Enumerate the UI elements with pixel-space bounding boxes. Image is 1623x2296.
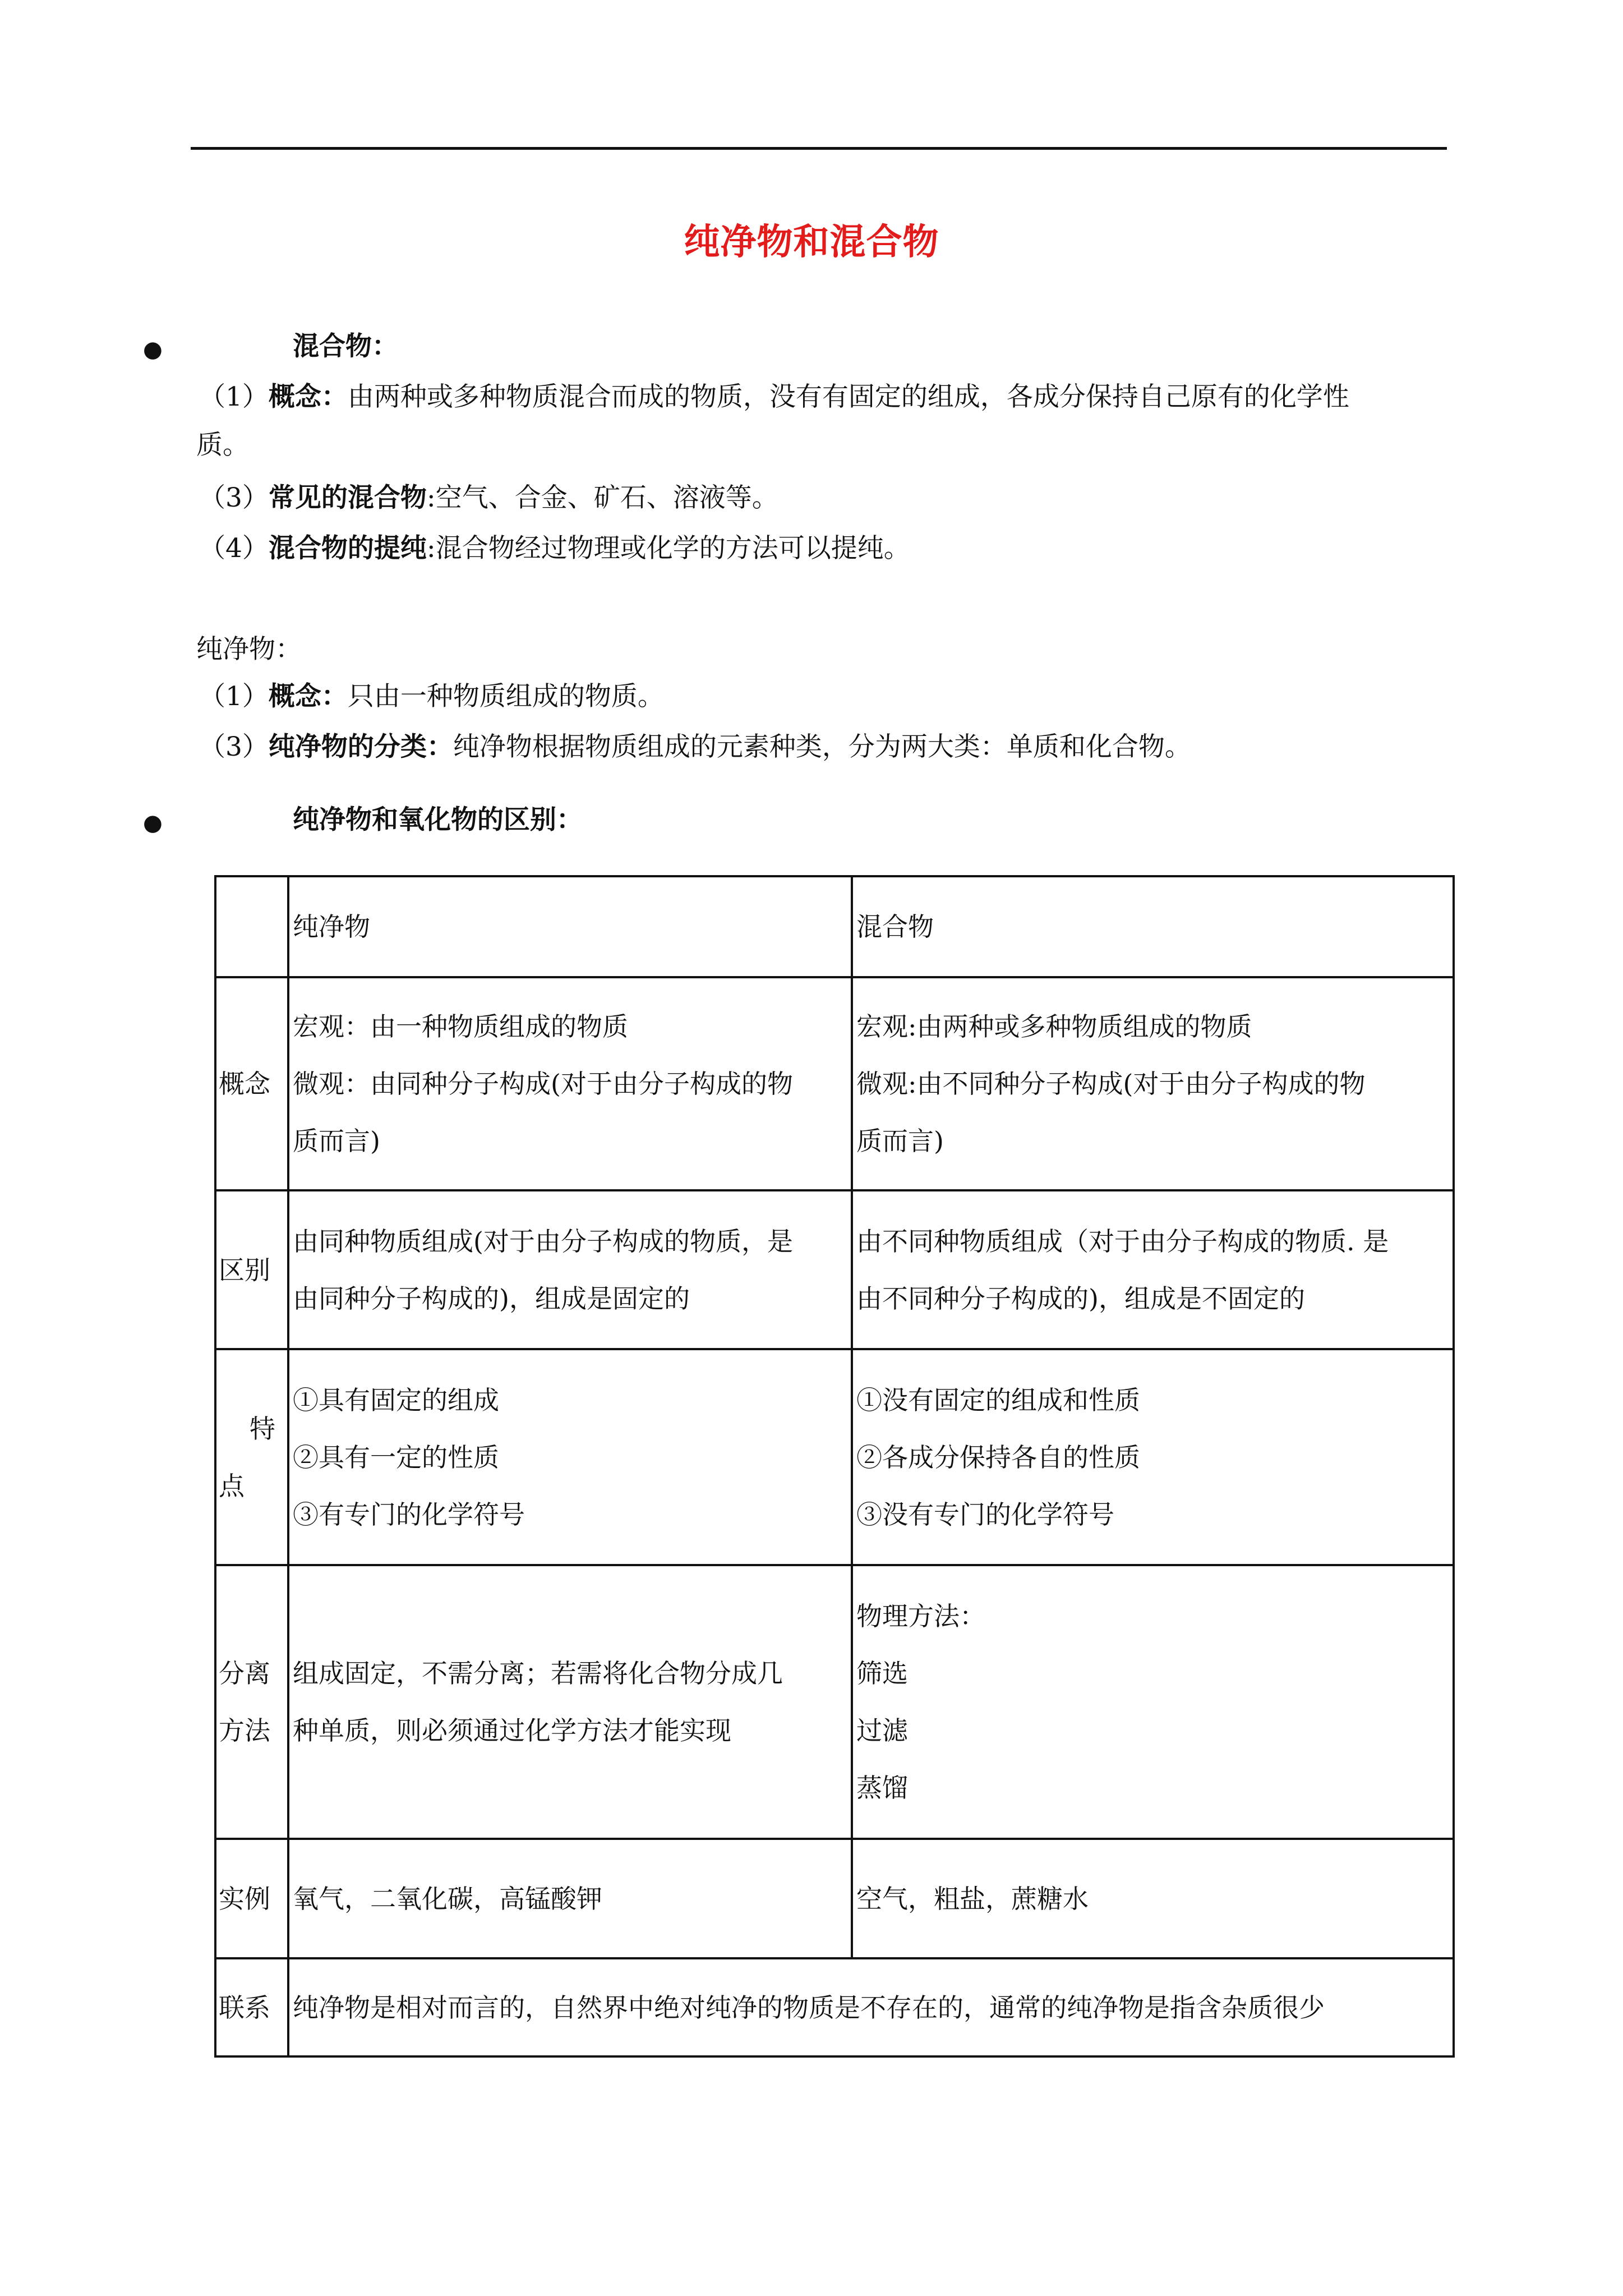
diff-heading: 纯净物和氧化物的区别：: [293, 804, 583, 835]
mixture-line: （1）概念：由两种或多种物质混合而成的物质，没有有固定的组成，各成分保持自己原有的化学性: [199, 381, 1349, 412]
table-row: [215, 1349, 1454, 1565]
table-header-row: [215, 876, 1454, 977]
table-row: [215, 1839, 1454, 1958]
mixture-line: （4）混合物的提纯:混合物经过物理或化学的方法可以提纯。: [199, 533, 910, 564]
row-mix-cell: ①没有固定的组成和性质 ②各成分保持各自的性质 ③没有专门的化学符号: [852, 1349, 1454, 1565]
row-pure-cell: 氧气，二氧化碳，高锰酸钾: [288, 1839, 852, 1958]
row-label: 概念: [215, 977, 288, 1190]
row-pure-cell: 由同种物质组成(对于由分子构成的物质，是 由同种分子构成的)，组成是固定的: [288, 1190, 852, 1349]
pure-heading: 纯净物：: [196, 634, 302, 665]
bullet-icon: ●: [143, 810, 163, 836]
header-rule: [191, 147, 1447, 150]
row-pure-cell: 宏观：由一种物质组成的物质 微观：由同种分子构成(对于由分子构成的物 质而言): [288, 977, 852, 1190]
table-link-row: [215, 1958, 1454, 2056]
page-title: 纯净物和混合物: [684, 221, 939, 263]
table-header-mix: 混合物: [852, 876, 1454, 977]
mixture-line: 质。: [196, 430, 249, 461]
pure-line: （3）纯净物的分类：纯净物根据物质组成的元素种类，分为两大类：单质和化合物。: [199, 731, 1191, 762]
row-label: 联系: [215, 1958, 288, 2056]
comparison-table: [214, 875, 1455, 2058]
row-label: 分离 方法: [215, 1565, 288, 1839]
row-mix-cell: 由不同种物质组成（对于由分子构成的物质. 是 由不同种分子构成的)，组成是不固定的: [852, 1190, 1454, 1349]
table-row: [215, 977, 1454, 1190]
pure-line: （1）概念：只由一种物质组成的物质。: [199, 681, 664, 712]
link-cell: 纯净物是相对而言的，自然界中绝对纯净的物质是不存在的，通常的纯净物是指含杂质很少: [288, 1958, 1454, 2056]
bullet-icon: ●: [143, 337, 163, 362]
row-pure-cell: 组成固定，不需分离；若需将化合物分成几 种单质，则必须通过化学方法才能实现: [288, 1565, 852, 1839]
mixture-heading: 混合物：: [293, 331, 398, 362]
table-row: [215, 1565, 1454, 1839]
row-label: 实例: [215, 1839, 288, 1958]
row-label: 特 点: [215, 1349, 288, 1565]
table-row: [215, 1190, 1454, 1349]
row-pure-cell: ①具有固定的组成 ②具有一定的性质 ③有专门的化学符号: [288, 1349, 852, 1565]
table-header-pure: 纯净物: [288, 876, 852, 977]
row-mix-cell: 宏观:由两种或多种物质组成的物质 微观:由不同种分子构成(对于由分子构成的物 质而言): [852, 977, 1454, 1190]
row-mix-cell: 空气，粗盐，蔗糖水: [852, 1839, 1454, 1958]
mixture-line: （3）常见的混合物:空气、合金、矿石、溶液等。: [199, 482, 778, 513]
row-label: 区别: [215, 1190, 288, 1349]
row-mix-cell: 物理方法： 筛选 过滤 蒸馏: [852, 1565, 1454, 1839]
table-corner-cell: [215, 876, 288, 977]
